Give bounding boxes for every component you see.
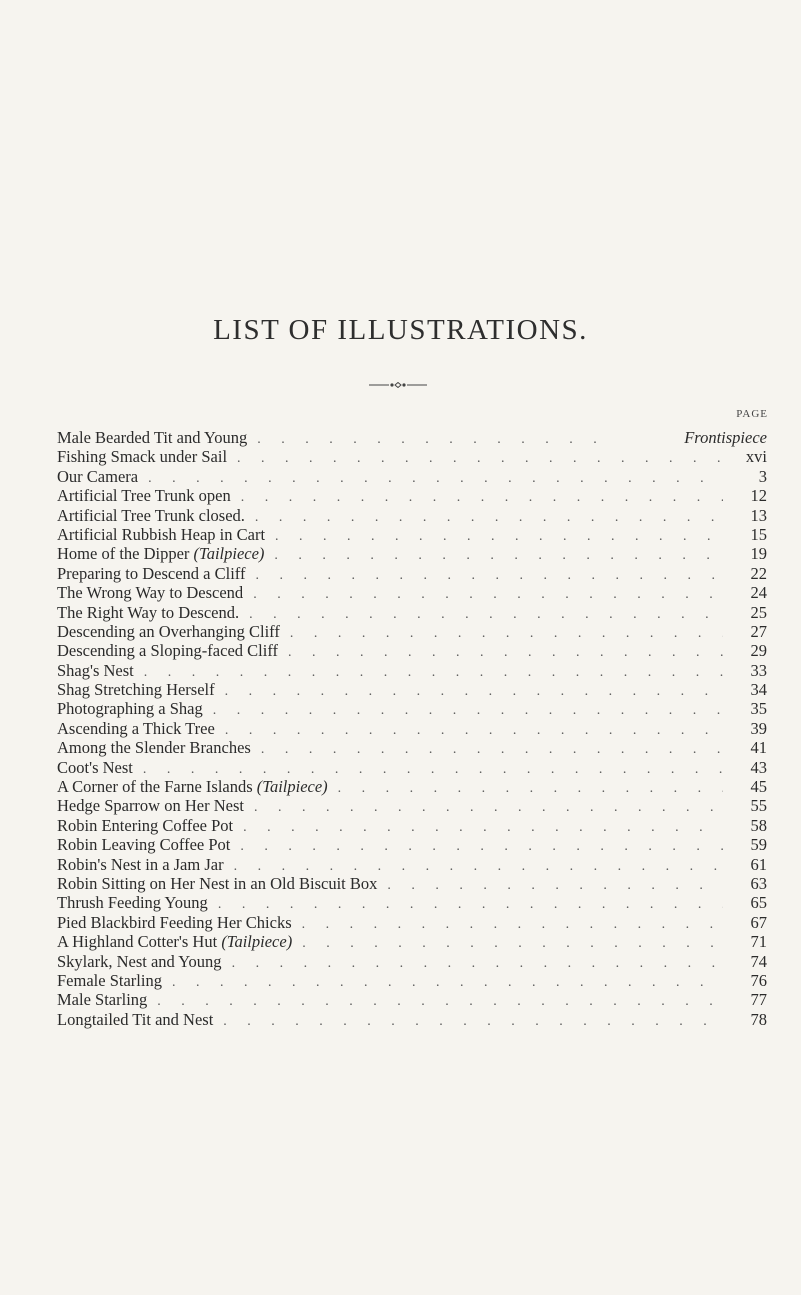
dot-leader: [239, 605, 723, 624]
illustration-title: Descending an Overhanging Cliff: [57, 621, 280, 641]
illustration-title: A Corner of the Farne Islands (Tailpiece): [57, 777, 328, 797]
page-number: 34: [750, 680, 767, 700]
illustration-title: Artificial Rubbish Heap in Cart: [57, 524, 266, 544]
list-item: [57, 641, 767, 660]
page-number: 3: [758, 466, 767, 486]
page-number: 25: [750, 602, 767, 622]
page-number: 61: [750, 854, 767, 874]
illustration-title: Ascending a Thick Tree: [57, 718, 215, 738]
page-number: 45: [750, 777, 767, 797]
dot-leader: [213, 1012, 723, 1031]
page-number: 33: [750, 660, 767, 680]
page-number: 29: [750, 641, 767, 661]
page-number: 55: [750, 796, 767, 816]
dot-leader: [222, 954, 723, 973]
list-item: [57, 564, 767, 583]
page-number: 24: [750, 583, 767, 603]
list-item: [57, 467, 767, 486]
tailpiece-note: (Tailpiece): [256, 777, 328, 797]
illustration-title: A Highland Cotter's Hut (Tailpiece): [57, 932, 293, 952]
illustration-title: Robin Sitting on Her Nest in an Old Biscuit Box: [57, 873, 378, 893]
list-item: [57, 835, 767, 854]
illustration-title: Male Starling: [57, 990, 148, 1010]
list-item: [57, 486, 767, 505]
illustration-title: Shag's Nest: [57, 660, 134, 680]
illustration-title: Shag Stretching Herself: [57, 680, 215, 700]
illustration-title: Hedge Sparrow on Her Nest: [57, 796, 244, 816]
list-item: [57, 699, 767, 718]
list-item: [57, 583, 767, 602]
list-item: [57, 855, 767, 874]
page-title: LIST OF ILLUSTRATIONS.: [213, 314, 588, 346]
illustration-title: Longtailed Tit and Nest: [57, 1009, 214, 1029]
dot-leader: [215, 682, 723, 701]
page-number: Frontispiece: [684, 428, 767, 447]
dot-leader: [233, 818, 723, 837]
page-number: 77: [750, 990, 767, 1010]
page-number: 78: [750, 1009, 767, 1029]
illustration-title: The Wrong Way to Descend: [57, 583, 244, 603]
illustration-title: Male Bearded Tit and Young: [57, 428, 248, 447]
page-number: 39: [750, 718, 767, 738]
illustration-title: Home of the Dipper (Tailpiece): [57, 544, 265, 564]
page-number: 59: [750, 835, 767, 855]
dot-leader: [231, 488, 723, 507]
page-number: 22: [750, 563, 767, 583]
list-item: [57, 738, 767, 757]
illustration-title: Skylark, Nest and Young: [57, 951, 222, 971]
page-number: 15: [750, 524, 767, 544]
dot-leader: [245, 566, 723, 585]
page-number: 71: [750, 932, 767, 952]
page-number: 12: [750, 486, 767, 506]
dot-leader: [203, 701, 723, 720]
illustration-title: Photographing a Shag: [57, 699, 203, 719]
illustrations-list: [57, 428, 767, 1029]
tailpiece-note: (Tailpiece): [221, 932, 293, 952]
dot-leader: [328, 779, 723, 798]
illustration-title: Female Starling: [57, 970, 162, 990]
list-item: [57, 1010, 767, 1029]
list-item: [57, 525, 767, 544]
list-item: [57, 622, 767, 641]
list-item: [57, 971, 767, 990]
tailpiece-note: (Tailpiece): [193, 544, 265, 564]
illustration-title: Robin's Nest in a Jam Jar: [57, 854, 224, 874]
page-number: 43: [750, 757, 767, 777]
illustration-title: Preparing to Descend a Cliff: [57, 563, 246, 583]
illustration-title: Descending a Sloping-faced Cliff: [57, 641, 279, 661]
list-item: [57, 661, 767, 680]
page-number: 41: [750, 738, 767, 758]
dot-leader: [280, 624, 723, 643]
dot-leader: [264, 546, 723, 565]
page-number: 67: [750, 912, 767, 932]
dot-leader: [245, 508, 723, 527]
page-number: 58: [750, 815, 767, 835]
page-number: 13: [750, 505, 767, 525]
dot-leader: [251, 740, 723, 759]
illustration-title: Robin Leaving Coffee Pot: [57, 835, 231, 855]
dot-leader: [147, 992, 723, 1011]
list-item: [57, 447, 767, 466]
list-item: [57, 932, 767, 951]
list-item: [57, 603, 767, 622]
page-number: 63: [750, 873, 767, 893]
list-item: [57, 680, 767, 699]
dot-leader: [265, 527, 723, 546]
illustration-title: Our Camera: [57, 466, 139, 486]
dot-leader: [244, 798, 723, 817]
dot-leader: [377, 876, 723, 895]
page-column-header: PAGE: [736, 408, 768, 420]
dot-leader: [292, 915, 723, 934]
list-item: [57, 874, 767, 893]
dot-leader: [134, 663, 723, 682]
dot-leader: [215, 721, 723, 740]
list-item: [57, 758, 767, 777]
list-item: [57, 506, 767, 525]
page-number: 19: [750, 544, 767, 564]
list-item: [57, 777, 767, 796]
page-number: 35: [750, 699, 767, 719]
page-number: 74: [750, 951, 767, 971]
list-item: [57, 796, 767, 815]
list-item: [57, 816, 767, 835]
page-number: 27: [750, 621, 767, 641]
list-item: [57, 990, 767, 1009]
page-number: 76: [750, 970, 767, 990]
illustration-title: Thrush Feeding Young: [57, 893, 208, 913]
page-number: 65: [750, 893, 767, 913]
dot-leader: [227, 449, 723, 468]
list-item: [57, 544, 767, 563]
list-item: [57, 913, 767, 932]
list-item: [57, 952, 767, 971]
illustration-title: Artificial Tree Trunk open: [57, 486, 231, 506]
dot-leader: [292, 934, 723, 953]
illustration-title: Coot's Nest: [57, 757, 133, 777]
dot-leader: [243, 585, 723, 604]
dot-leader: [278, 643, 723, 662]
ornament-divider: [369, 382, 427, 388]
list-item: [57, 428, 767, 447]
page-number: xvi: [745, 447, 767, 467]
illustration-title: Pied Blackbird Feeding Her Chicks: [57, 912, 292, 932]
dot-leader: [162, 973, 723, 992]
illustration-title: The Right Way to Descend.: [57, 602, 240, 622]
list-item: [57, 893, 767, 912]
dot-leader: [247, 430, 617, 449]
illustration-title: Robin Entering Coffee Pot: [57, 815, 234, 835]
dot-leader: [230, 837, 723, 856]
illustration-title: Artificial Tree Trunk closed.: [57, 505, 245, 525]
illustration-title: Among the Slender Branches: [57, 738, 251, 758]
list-item: [57, 719, 767, 738]
illustration-title: Fishing Smack under Sail: [57, 447, 228, 467]
